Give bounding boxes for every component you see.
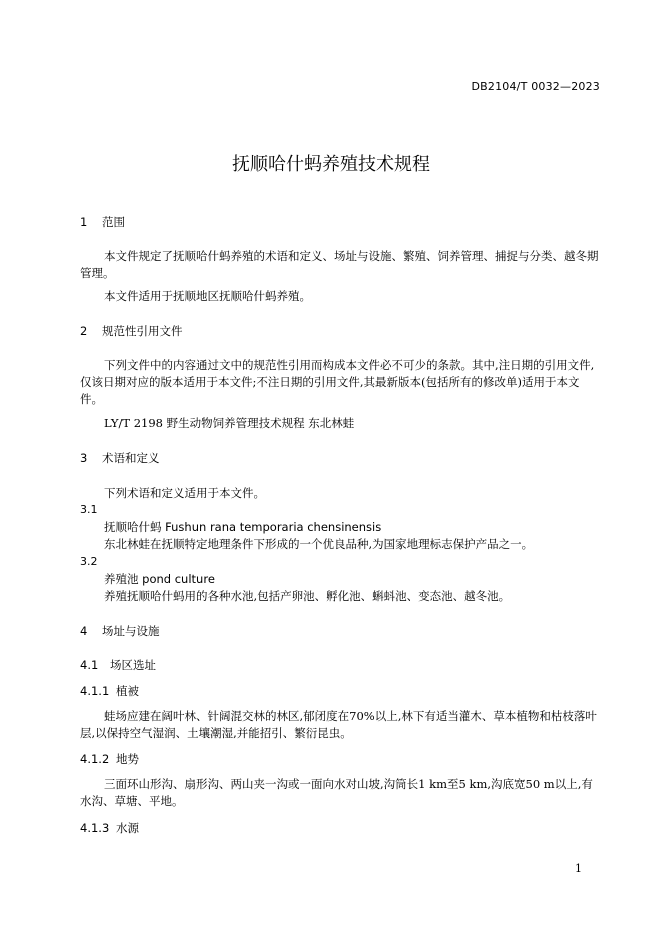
document-title: 抚顺哈什蚂养殖技术规程	[232, 154, 430, 175]
section-3-paragraph-1: 下列术语和定义适用于本文件。	[104, 486, 265, 500]
section-number: 4.1	[80, 658, 99, 672]
section-4-1-2-paragraph: 三面环山形沟、扇形沟、两山夹一沟或一面向水对山坡,沟筒长1 km至5 km,沟底宽50 m以上,有水沟、草塘、平地。	[80, 777, 593, 808]
section-title: 规范性引用文件	[102, 324, 183, 338]
term-3-2-number: 3.2	[80, 555, 98, 568]
term-3-1-definition: 东北林蛙在抚顺特定地理条件下形成的一个优良品种,为国家地理标志保护产品之一。	[104, 537, 534, 551]
term-3-1-number: 3.1	[80, 503, 98, 516]
section-4-heading	[80, 623, 160, 639]
section-number: 2	[80, 324, 88, 338]
section-1-paragraph-1: 本文件规定了抚顺哈什蚂养殖的术语和定义、场址与设施、繁殖、饲养管理、捕捉与分类、越冬期管理。	[80, 249, 599, 280]
section-title: 场区选址	[110, 658, 156, 672]
section-1-paragraph-2: 本文件适用于抚顺地区抚顺哈什蚂养殖。	[104, 289, 311, 303]
section-number: 4	[80, 624, 88, 638]
section-title: 植被	[116, 684, 139, 698]
section-number: 4.1.1	[80, 684, 110, 698]
term-3-2-name: 养殖池 pond culture	[104, 572, 215, 586]
section-4-1-2-heading	[80, 751, 139, 767]
section-4-1-3-heading	[80, 820, 139, 836]
section-2-paragraph-1: 下列文件中的内容通过文中的规范性引用而构成本文件必不可少的条款。其中,注日期的引用文件,仅该日期对应的版本适用于本文件;不注日期的引用文件,其最新版本(包括所有的修改单)适用于本文件。	[80, 358, 595, 406]
section-title: 范围	[102, 215, 125, 229]
section-title: 场址与设施	[102, 624, 160, 638]
section-title: 地势	[116, 752, 139, 766]
section-1-heading	[80, 214, 125, 230]
section-number: 3	[80, 451, 88, 465]
section-number: 1	[80, 215, 88, 229]
section-number: 4.1.2	[80, 752, 110, 766]
section-4-1-1-heading	[80, 683, 139, 699]
normative-reference: LY/T 2198 野生动物饲养管理技术规程 东北林蛙	[104, 416, 355, 430]
section-4-1-heading	[80, 657, 156, 673]
page-number: 1	[575, 862, 582, 875]
term-3-2-definition: 养殖抚顺哈什蚂用的各种水池,包括产卵池、孵化池、蝌蚪池、变态池、越冬池。	[104, 589, 511, 603]
term-3-1-name: 抚顺哈什蚂 Fushun rana temporaria chensinensis	[104, 520, 382, 534]
section-number: 4.1.3	[80, 821, 110, 835]
document-code: DB2104/T 0032—2023	[471, 80, 600, 93]
section-4-1-1-paragraph: 蛙场应建在阔叶林、针阔混交林的林区,郁闭度在70%以上,林下有适当灌木、草本植物和枯枝落叶层,以保持空气湿润、土壤潮湿,并能招引、繁衍昆虫。	[80, 709, 597, 740]
section-title: 术语和定义	[102, 451, 160, 465]
section-3-heading	[80, 450, 160, 466]
section-title: 水源	[116, 821, 139, 835]
section-2-heading	[80, 323, 183, 339]
